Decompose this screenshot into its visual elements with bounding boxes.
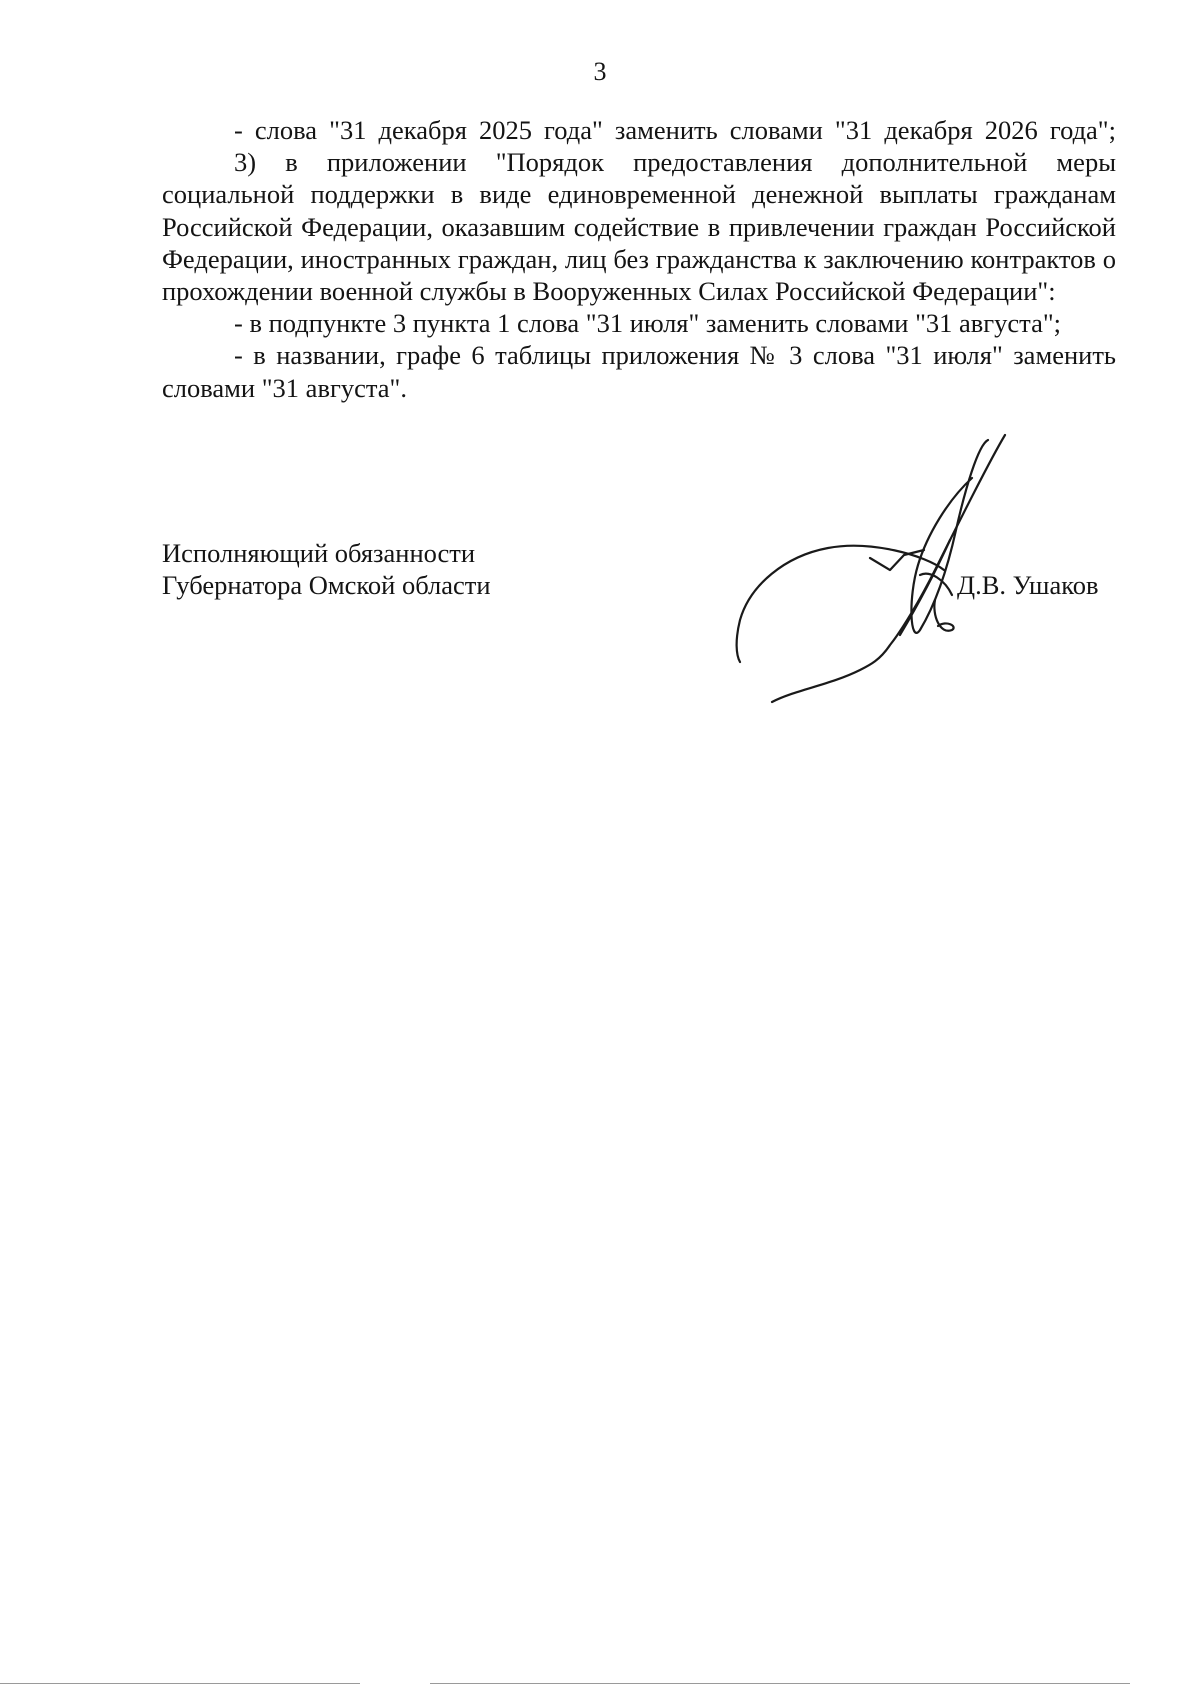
scan-artifact-line bbox=[430, 1683, 1130, 1684]
amendment-paragraph-4: - в названии, графе 6 таблицы приложения № 3 слова "31 июля" заменить словами "31 августа". bbox=[162, 340, 1116, 403]
document-body bbox=[162, 114, 1116, 404]
signer-position-line-1: Исполняющий обязанности bbox=[162, 538, 476, 568]
amendment-paragraph-2: 3) в приложении "Порядок предоставления дополнительной меры социальной поддержки в виде единовременной денежной выплаты гражданам Российской Федерации, оказавшим содействие в привлечении граждан Российской Федерации, иностранных граждан, лиц без гражданства к заключению контрактов о прохождении военной службы в Вооруженных Силах Российской Федерации": bbox=[162, 147, 1116, 307]
amendment-paragraph-1: - слова "31 декабря 2025 года" заменить словами "31 декабря 2026 года"; bbox=[234, 115, 1116, 145]
scan-artifact-line bbox=[0, 1683, 360, 1684]
amendment-paragraph-3: - в подпункте 3 пункта 1 слова "31 июля" заменить словами "31 августа"; bbox=[234, 308, 1062, 339]
page-number: 3 bbox=[593, 57, 607, 86]
signature-block bbox=[162, 537, 491, 601]
signer-name: Д.В. Ушаков bbox=[957, 570, 1099, 600]
signer-position-line-2: Губернатора Омской области bbox=[162, 570, 491, 601]
